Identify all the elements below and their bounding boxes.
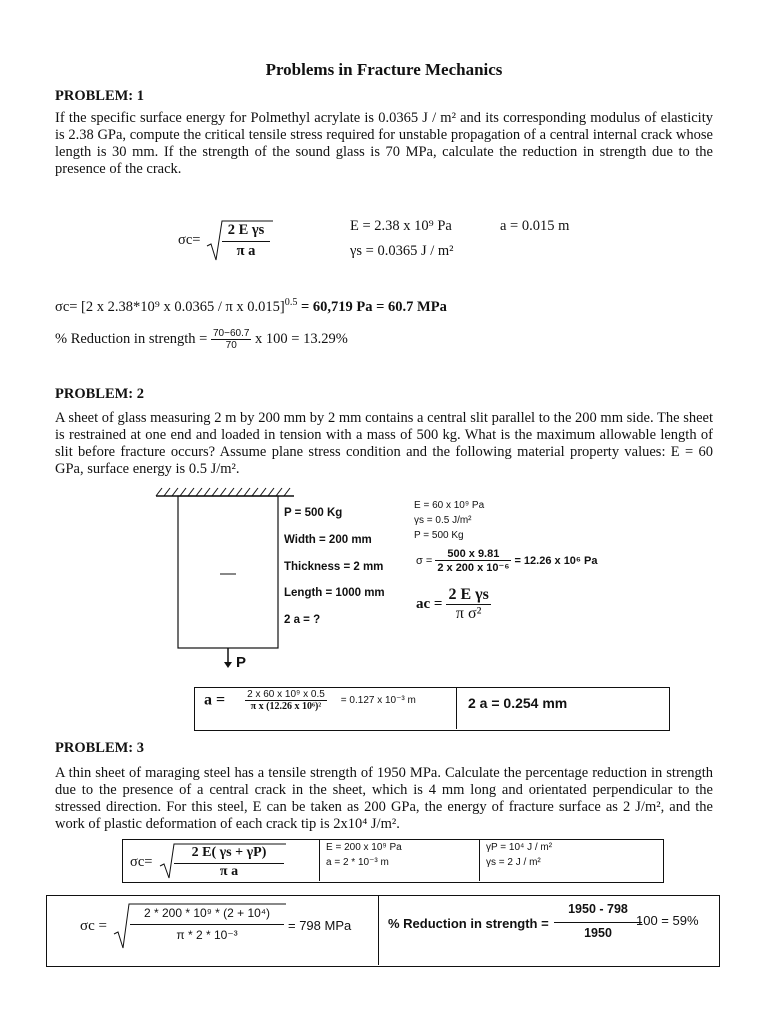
p1-reduction-result: x 100 = 13.29% [255,331,348,347]
p1-given-e: E = 2.38 x 10⁹ Pa [350,218,452,234]
p3-given-e: E = 200 x 10⁹ Pa [326,842,402,853]
problem-3-heading: PROBLEM: 3 [55,740,145,756]
p3-formula-denominator: π a [219,864,239,879]
p3-reduction-denominator: 1950 [584,926,612,940]
p2-given-gamma: γs = 0.5 J/m² [414,515,472,526]
p1-calc-exponent: 0.5 [284,297,298,309]
p3-given-a: a = 2 * 10⁻³ m [326,857,389,868]
p2-ac-denominator: π σ² [455,605,482,622]
p1-formula-numerator: 2 E γs [227,222,265,238]
p3-calc-lhs: σc = [80,918,107,934]
p1-given-gamma: γs = 0.0365 J / m² [350,243,454,259]
p2-boxed-calculation [204,689,416,729]
p2-load-label: P [236,654,247,671]
p1-formula-lhs: σc= [178,232,201,248]
p3-reduction-label: % Reduction in strength = [388,916,549,931]
p3-calc-denominator: π * 2 * 10⁻³ [176,928,238,942]
p2-ac-formula [416,586,491,630]
problem-2-statement: A sheet of glass measuring 2 m by 200 mm by 2 mm contains a central slit parallel to the 200 mm side. The sheet is restrained at one end and loaded in tension with a mass of 500 kg. What is the maximum allowable length of slit before fracture occurs? Assume plane stress condition and the following material property values: E = 60 GPa, surface energy is 0.5 J/m². [55,410,713,477]
p3-given-gamma-s: γs = 2 J / m² [486,857,541,868]
p1-calc-expression: σc= [2 x 2.38*10⁹ x 0.0365 / π x 0.015] [55,299,285,315]
p3-reduction-result: 100 = 59% [636,913,699,928]
p1-calculation [55,299,447,316]
p3-reduction-calculation [388,902,713,958]
p3-reduction-numerator: 1950 - 798 [568,902,628,916]
p2-box-denominator: π x (12.26 x 10⁶)² [250,701,322,712]
p1-calc-result: = 60,719 Pa = 60.7 MPa [297,299,447,315]
problem-2-heading: PROBLEM: 2 [55,386,145,402]
glass-sheet-diagram [150,486,300,676]
problem-1-statement: If the specific surface energy for Polmethyl acrylate is 0.0365 J / m² and its corresponding modulus of elasticity is 2.38 GPa, compute the critical tensile stress required for unstable propagation of a central internal crack whose length is 30 mm. If the strength of the sound glass is 70 MPa, calculate the reduction in strength due to the presence of the crack. [55,110,713,177]
p2-sigma-result: = 12.26 x 10⁶ Pa [514,555,598,567]
p2-box-result: = 0.127 x 10⁻³ m [340,695,416,706]
p1-reduction-denominator: 70 [225,340,237,351]
p2-fig-width: Width = 200 mm [284,534,372,546]
p3-calc-result: = 798 MPa [288,918,352,933]
problem-1-heading: PROBLEM: 1 [55,88,145,104]
p1-reduction-label: % Reduction in strength = [55,331,208,347]
p2-given-p: P = 500 Kg [414,530,464,541]
problem-3-statement: A thin sheet of maraging steel has a tensile strength of 1950 MPa. Calculate the percentage reduction in strength due to the presence of a central crack in the sheet, which is 4 mm long and orientated perpendicular to the stressed direction. For this steel, E can be taken as 200 GPa, the energy of fracture surface as 2 J/m², and the work of plastic deformation of each crack tip is 2x10⁴ J/m². [55,765,713,832]
p2-fig-length: Length = 1000 mm [284,587,385,599]
p3-stress-calculation [80,900,375,960]
p3-critical-stress-formula [130,842,315,880]
p2-box-lhs: a = [204,691,226,709]
p1-reduction-numerator: 70−60.7 [212,328,250,339]
p2-stress-calculation [416,548,598,584]
p2-sigma-lhs: σ = [416,555,433,567]
p3-calc-numerator: 2 * 200 * 10⁹ * (2 + 10⁴) [143,906,271,920]
p1-given-a: a = 0.015 m [500,218,570,234]
p2-sigma-denominator: 2 x 200 x 10⁻⁶ [437,562,510,574]
p2-fig-crack: 2 a = ? [284,614,321,626]
p2-fig-load: P = 500 Kg [284,507,343,519]
p3-formula-lhs: σc= [130,854,153,870]
p2-ac-numerator: 2 E γs [448,586,489,603]
p1-critical-stress-formula [178,218,278,262]
p2-fig-thickness: Thickness = 2 mm [284,561,384,573]
p2-box-numerator: 2 x 60 x 10⁹ x 0.5 [247,689,325,700]
p3-given-gamma-p: γP = 10⁴ J / m² [486,842,553,853]
p2-given-e: E = 60 x 10⁹ Pa [414,500,485,511]
p1-reduction [55,328,348,358]
p1-formula-denominator: π a [236,243,256,259]
p3-formula-numerator: 2 E( γs + γP) [191,845,267,860]
page-title: Problems in Fracture Mechanics [265,60,503,79]
p2-sigma-numerator: 500 x 9.81 [435,548,511,561]
p2-ac-lhs: ac = [416,596,443,612]
p2-final-answer: 2 a = 0.254 mm [468,695,568,711]
